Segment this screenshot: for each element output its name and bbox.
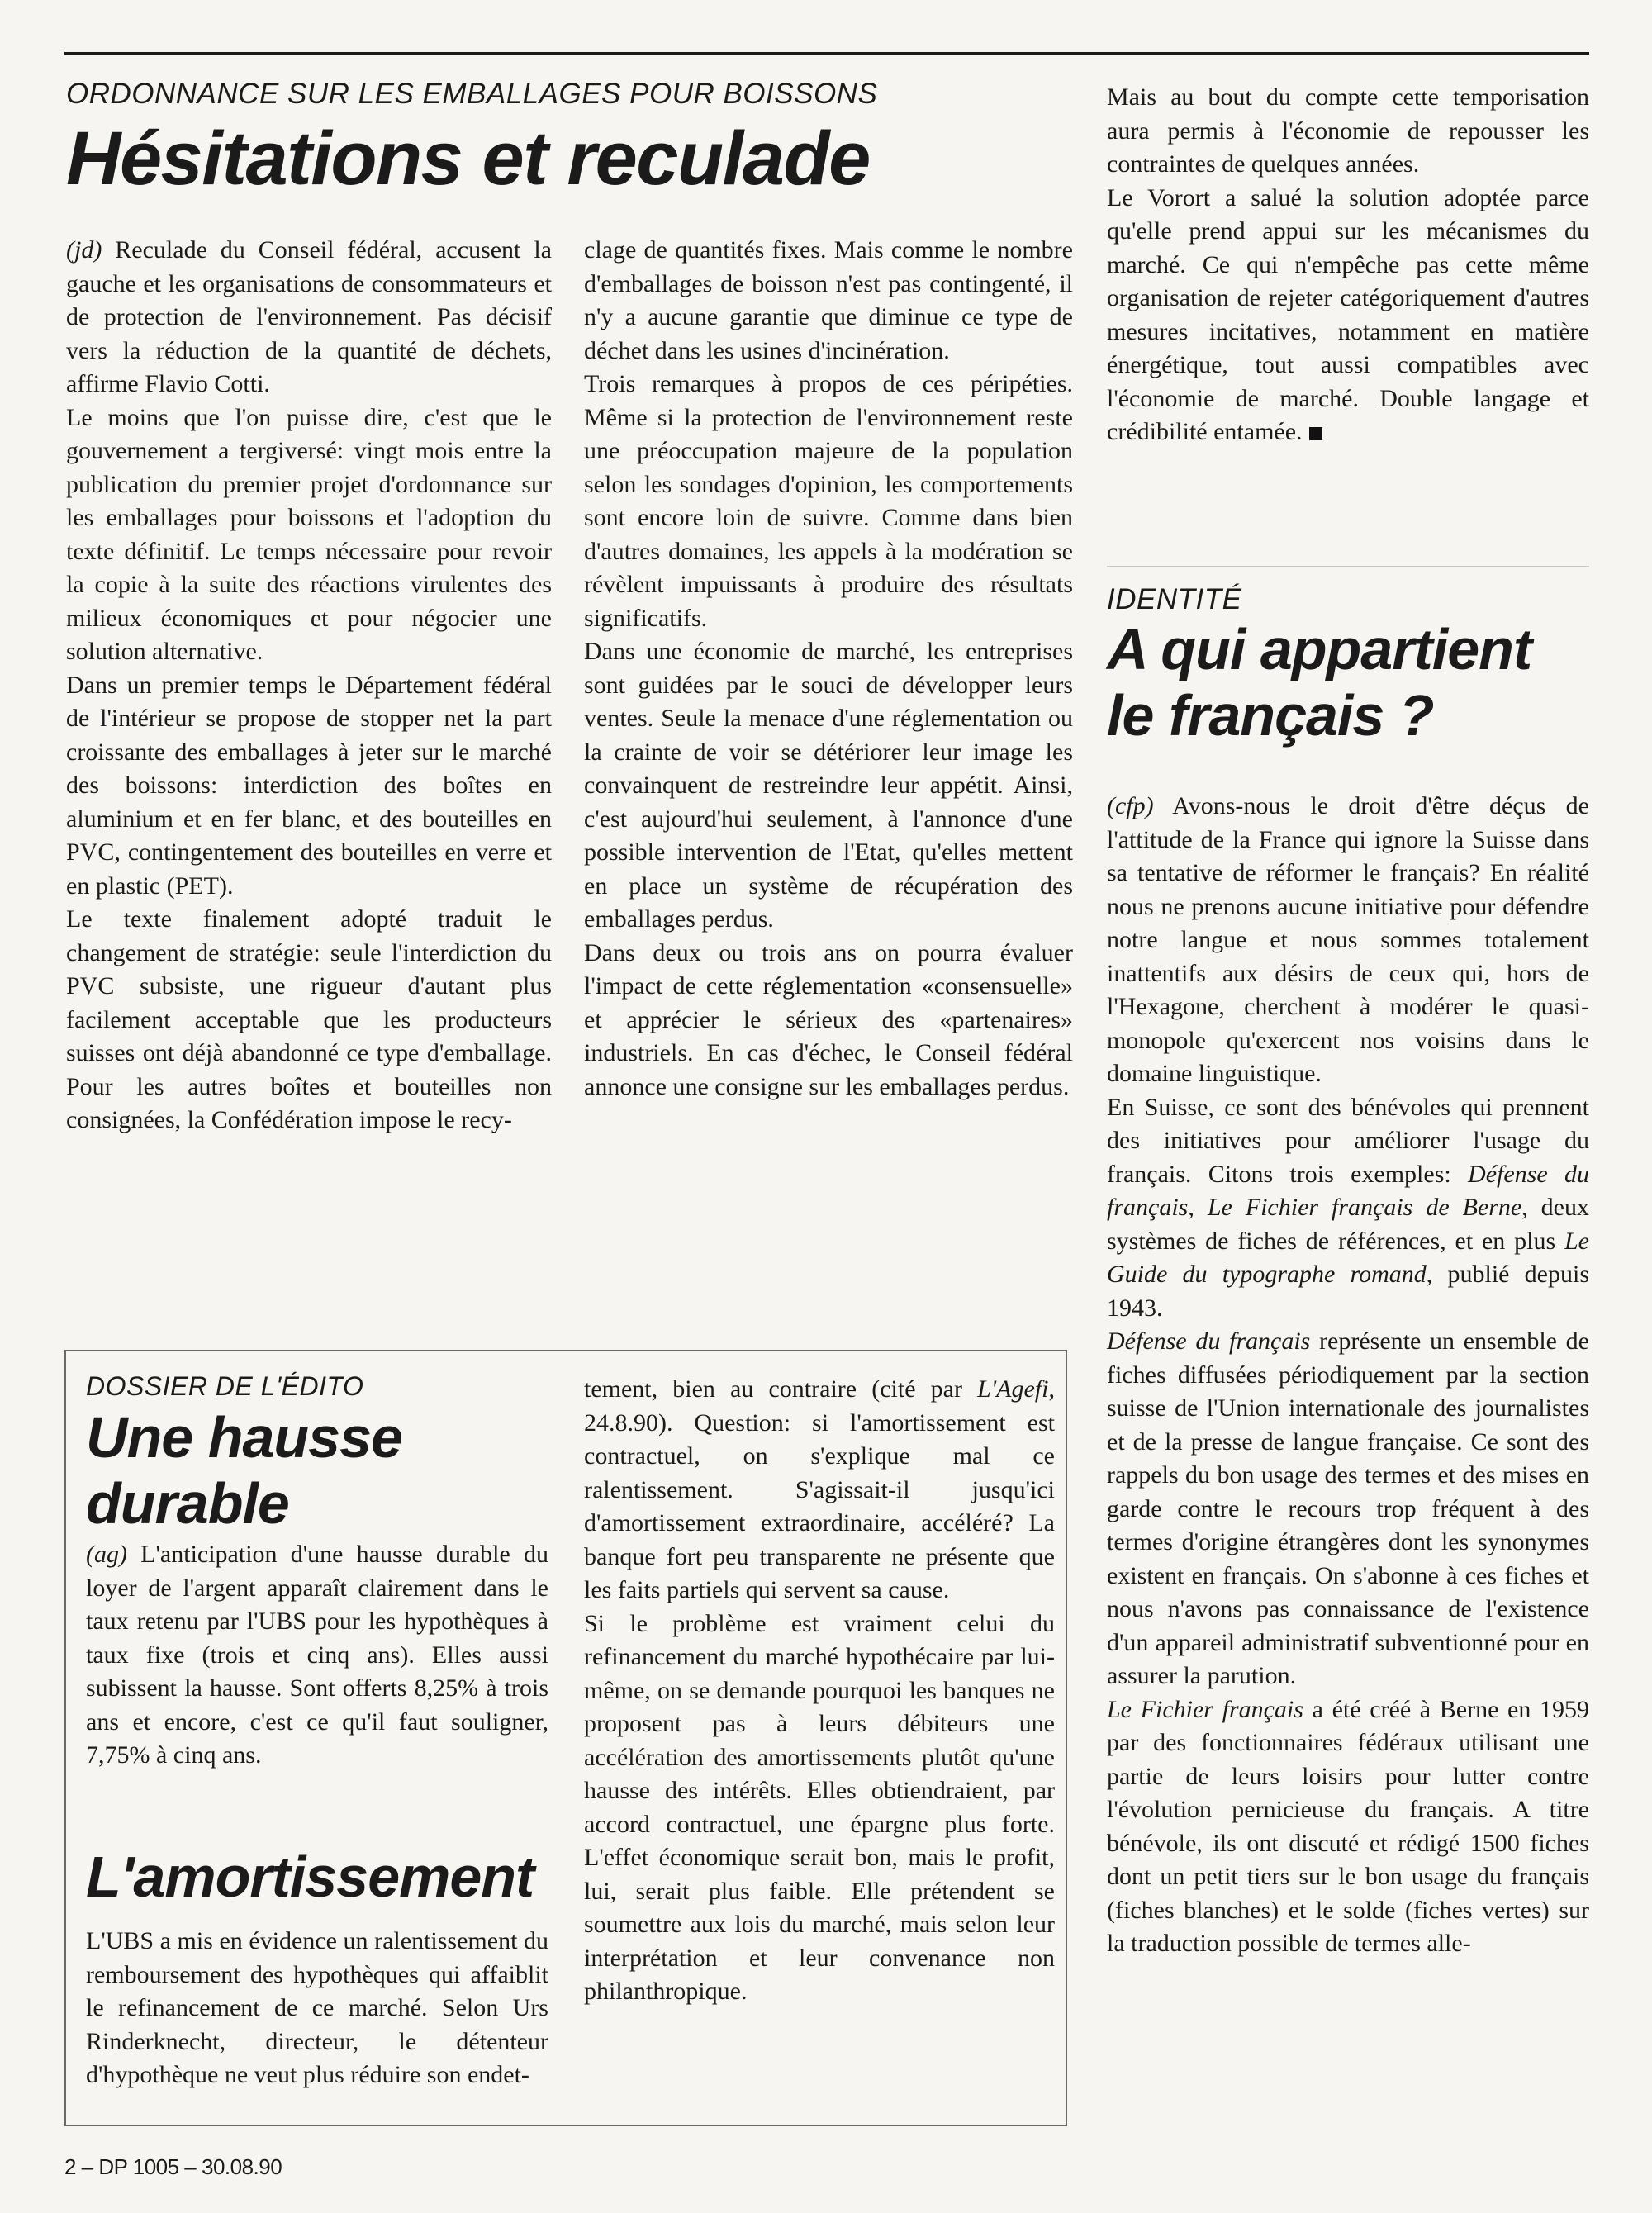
top-rule bbox=[64, 52, 1589, 55]
article1-kicker: ORDONNANCE SUR LES EMBALLAGES POUR BOISSONS bbox=[66, 78, 878, 110]
article2-paragraph: Défense du français représente un ensemble de fiches diffusées périodiquement par la section suisse de l'Union internationale des journalistes et de la presse de langue française. Ce sont des rappels du bon usage des termes et des mises en garde contre le recours trop fréquent à des termes d'origine étrangères dont les synonymes existent en français. On s'abonne à ces fiches et nous n'avons pas connaissance de l'existence d'un appareil administratif subventionné pour en assurer la parution. bbox=[1107, 1327, 1589, 1689]
source-name: L'Agefi bbox=[977, 1375, 1049, 1403]
article2-paragraph: En Suisse, ce sont des bénévoles qui prennent des initiatives pour améliorer l'usage du français. Citons trois exemples: Défense du français, Le Fichier français de Berne, deux systèmes de fiches de références, et en plus Le Guide du typographe romand, publié depuis 1943. bbox=[1107, 1093, 1590, 1322]
article2-paragraph: Le Fichier français a été créé à Berne en 1959 par des fonctionnaires fédéraux utilisant une partie de leurs loisirs pour lutter contre l'évolution pernicieuse du français. A titre bénévole, ils ont discuté et rédigé 1500 fiches dont un petit tiers sur le bon usage du français (fiches blanches) et le solde (fiches vertes) sur la traduction possible de termes alle- bbox=[1107, 1695, 1590, 1957]
author-signature: (ag) bbox=[86, 1541, 127, 1568]
article3-paragraph: Si le problème est vraiment celui du refinancement du marché hypothécaire par lui-même, on se demande pourquoi les banques ne proposent pas à leurs débiteurs une accélération des amortissements plutôt qu'une hausse des intérêts. Elles obtiendraient, par accord contractuel, une épargne plus forte. L'effet économique serait bon, mais le profit, lui, serait plus faible. Elle prétendent se soumettre aux lois du marché, mais selon leur interprétation et leur convenance non philanthropique. bbox=[584, 1609, 1055, 2005]
article1-paragraph: Dans un premier temps le Département fédéral de l'intérieur se propose de stopper net la part croissante des emballages à jeter sur le marché des boissons: interdiction des boîtes en aluminium et en fer blanc, et des bouteilles en PVC, contingentement des bouteilles en verre et en plastic (PET). bbox=[66, 671, 552, 900]
article3-subtitle: L'amortissement bbox=[86, 1845, 534, 1909]
article1-paragraph: Mais au bout du compte cette temporisation aura permis à l'économie de repousser les contraintes de quelques années. bbox=[1107, 83, 1589, 178]
article1-paragraph: clage de quantités fixes. Mais comme le nombre d'emballages de boisson n'est pas contingenté, il n'y a aucune garantie que diminue ce type de déchet dans les usines d'incinération. bbox=[584, 236, 1073, 364]
end-of-article-mark bbox=[1309, 427, 1322, 440]
publication-title: Défense du français bbox=[1107, 1327, 1311, 1355]
article1-paragraph: Le Vorort a salué la solution adoptée parce qu'elle prend appui sur les mécanismes du marché. Ce qui n'empêche pas cette même organisation de rejeter catégoriquement d'autres mesures incitatives, notamment en matière énergétique, tout aussi compatibles avec l'économie de marché. Double langage et crédibilité entamée. bbox=[1107, 183, 1589, 445]
article3-column-1-continued bbox=[86, 1925, 548, 2092]
publication-title: Le Fichier français bbox=[1107, 1695, 1303, 1723]
article2-kicker: IDENTITÉ bbox=[1107, 583, 1242, 615]
article2-title: A qui appartient le français ? bbox=[1107, 617, 1532, 748]
article2-paragraph: (cfp) Avons-nous le droit d'être déçus de l'attitude de la France qui ignore la Suisse dans sa tentative de réformer le français? En réalité nous ne prenons aucune initiative pour défendre notre langue et nous sommes totalement inattentifs aux désirs de ceux qui, hors de l'Hexagone, cherchent à modérer le quasi-monopole qu'exercent nos voisins dans le domaine linguistique. bbox=[1107, 792, 1589, 1087]
publication-title: Le Guide du typographe romand bbox=[1107, 1227, 1589, 1288]
article3-paragraph: (ag) L'anticipation d'une hausse durable du loyer de l'argent apparaît clairement dans le taux retenu par l'UBS pour les hypothèques à taux fixe (trois et cinq ans). Elles aussi subissent la hausse. Sont offerts 8,25% à trois ans et encore, c'est ce qu'il faut souligner, 7,75% à cinq ans. bbox=[86, 1541, 548, 1769]
article1-paragraph: (jd) Reculade du Conseil fédéral, accusent la gauche et les organisations de consommateurs et de protection de l'environnement. Pas décisif vers la réduction de la quantité de déchets, affirme Flavio Cotti. bbox=[66, 236, 552, 397]
article1-title: Hésitations et reculade bbox=[66, 116, 870, 201]
article3-column-1 bbox=[86, 1538, 548, 1773]
article1-paragraph: Dans deux ou trois ans on pourra évaluer l'impact de cette réglementation «consensuelle» et apprécier le sérieux des «partenaires» industriels. En cas d'échec, le Conseil fédéral annonce une consigne sur les emballages perdus. bbox=[584, 938, 1073, 1100]
author-signature: (cfp) bbox=[1107, 792, 1154, 819]
article2-column bbox=[1107, 790, 1589, 1961]
publication-title: Défense du français bbox=[1107, 1160, 1589, 1221]
author-signature: (jd) bbox=[66, 236, 102, 264]
article1-paragraph: Dans une économie de marché, les entreprises sont guidées par le souci de développer leurs ventes. Seule la menace d'une réglementation ou la crainte de voir se détériorer leur image les convainquent de restreindre leur appétit. Ainsi, c'est aujourd'hui seulement, à l'annonce d'une possible intervention de l'Etat, qu'elles mettent en place un système de récupération des emballages perdus. bbox=[584, 638, 1073, 933]
article3-title: Une hausse durable bbox=[86, 1405, 402, 1536]
article1-paragraph: Le texte finalement adopté traduit le changement de stratégie: seule l'interdiction du PVC subsiste, une rigueur d'autant plus facilement acceptable que les producteurs suisses ont déjà abandonné ce type d'emballage. Pour les autres boîtes et bouteilles non consignées, la Confédération impose le recy- bbox=[66, 905, 552, 1133]
article1-column-3 bbox=[1107, 81, 1589, 449]
page-footer: 2 – DP 1005 – 30.08.90 bbox=[64, 2154, 282, 2179]
article3-column-2 bbox=[584, 1373, 1055, 2009]
publication-title: Le Fichier français de Berne bbox=[1207, 1194, 1522, 1221]
article3-kicker: DOSSIER DE L'ÉDITO bbox=[86, 1371, 364, 1401]
separator-rule bbox=[1107, 566, 1589, 567]
article1-paragraph: Le moins que l'on puisse dire, c'est que le gouvernement a tergiversé: vingt mois entre la publication du premier projet d'ordonnance sur les emballages pour boissons et l'adoption du texte définitif. Le temps nécessaire pour revoir la copie à la suite des réactions virulentes des milieux économiques et pour négocier une solution alternative. bbox=[66, 403, 552, 665]
article3-paragraph: tement, bien au contraire (cité par L'Agefi, 24.8.90). Question: si l'amortissement est contractuel, on s'explique mal ce ralentissement. S'agissait-il jusqu'ici d'amortissement extraordinaire, accéléré? La banque fort peu transparente ne présente que les faits partiels qui servent sa cause. bbox=[584, 1375, 1055, 1603]
article1-column-1 bbox=[66, 234, 552, 1137]
article1-paragraph: Trois remarques à propos de ces péripéties. Même si la protection de l'environnement reste une préoccupation majeure de la population selon les sondages d'opinion, les comportements sont encore loin de suivre. Comme dans bien d'autres domaines, les appels à la modération se révèlent impuissants à produire des résultats significatifs. bbox=[584, 370, 1073, 632]
article1-column-2 bbox=[584, 234, 1073, 1104]
article3-paragraph: L'UBS a mis en évidence un ralentissement du remboursement des hypothèques qui affaiblit le refinancement de ce marché. Selon Urs Rinderknecht, directeur, le détenteur d'hypothèque ne veut plus réduire son endet- bbox=[86, 1927, 548, 2088]
